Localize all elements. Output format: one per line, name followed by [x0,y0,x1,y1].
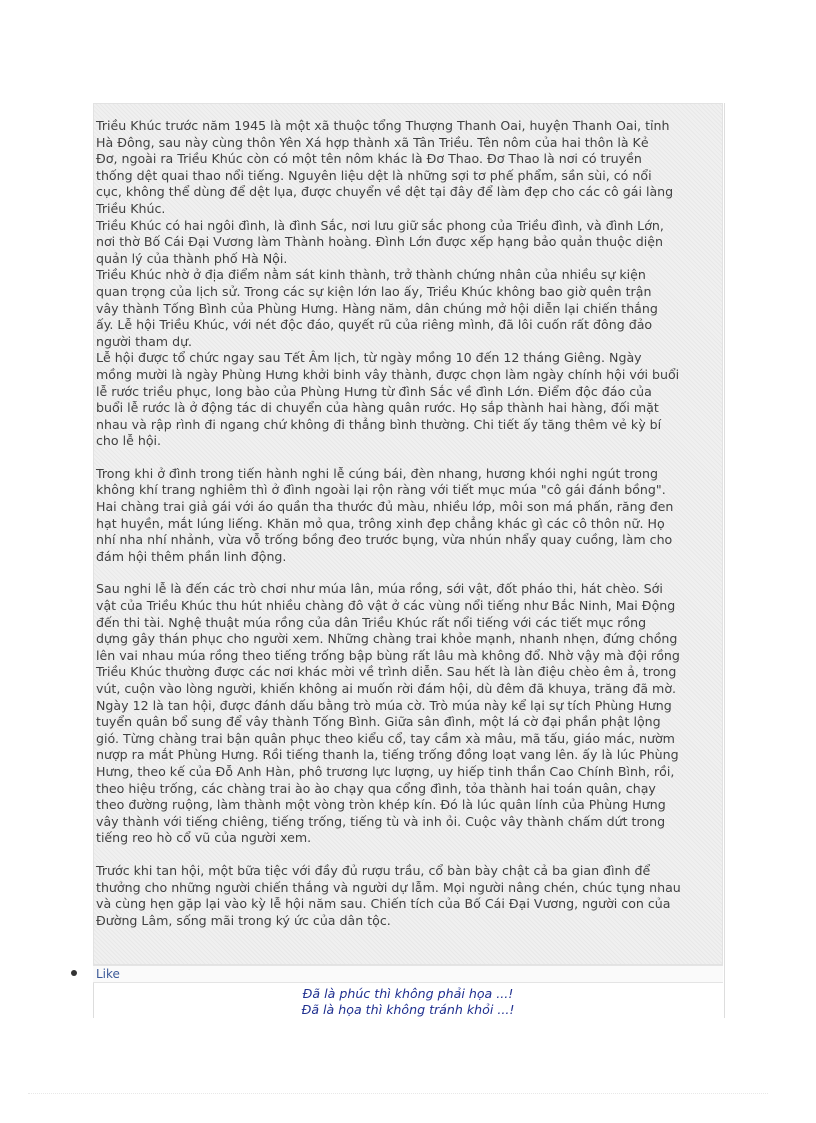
signature [93,986,723,1018]
like-link[interactable]: Like [96,967,120,981]
signature-line-2: Đã là họa thì không tránh khỏi ...! [301,1002,515,1017]
paragraph-4: Lễ hội được tổ chức ngay sau Tết Âm lịch, từ ngày mồng 10 đến 12 tháng Giêng. Ngày mồng mười là ngày Phùng Hưng khởi binh vây thành, được chọn làm ngày chính hội với buổi lễ rước triều phục, long bào của Phùng Hưng từ đình Sắc về đình Lớn. Điểm độc đáo của buổi lễ rước là ở động tác di chuyển của hàng quân rước. Họ sắp thành hai hàng, đối mặt nhau và rập rình đi ngang chứ không đi thẳng bình thường. Chi tiết ấy tăng thêm vẻ kỳ bí cho lễ hội. [96,350,680,449]
page-divider [28,1093,768,1094]
like-row [93,965,723,983]
paragraph-1: Triều Khúc trước năm 1945 là một xã thuộc tổng Thượng Thanh Oai, huyện Thanh Oai, tỉnh Hà Đông, sau này cùng thôn Yên Xá hợp thành xã Tân Triều. Tên nôm của hai thôn là Kẻ Đơ, ngoài ra Triều Khúc còn có một tên nôm khác là Đơ Thao. Đơ Thao là nơi có truyền thống dệt quai thao nổi tiếng. Nguyên liệu dệt là những sợi tơ phế phẩm, sần sùi, có nổi cục, không thể dùng để dệt lụa, được chuyển về dệt tại đây để làm đẹp cho các cô gái làng Triều Khúc. [96,118,674,216]
paragraph-2: Triều Khúc có hai ngôi đình, là đình Sắc, nơi lưu giữ sắc phong của Triều đình, và đình Lớn, nơi thờ Bố Cái Đại Vương làm Thành hoàng. Đình Lớn được xếp hạng bảo quản thuộc diện quản lý của thành phố Hà Nội. [96,217,664,266]
paragraph-6: Sau nghi lễ là đến các trò chơi như múa lân, múa rồng, sới vật, đốt pháo thi, hát chèo. Sới vật của Triều Khúc thu hút nhiều chàng đô vật ở các vùng nổi tiếng như Bắc Ninh, Mai Động đến thi tài. Nghệ thuật múa rồng của dân Triều Khúc rất nổi tiếng với các tiết mục rồng dựng gây thán phục cho người xem. Những chàng trai khỏe mạnh, nhanh nhẹn, đứng chồng lên vai nhau múa rồng theo tiếng trống bập bùng rất lâu mà không đổ. Nhờ vậy mà đội rồng Triều Khúc thường được các nơi khác mời về trình diễn. Sau hết là làn điệu chèo êm ả, trong vút, cuộn vào lòng người, khiến không ai muốn rời đám hội, dù đêm đã khuya, trăng đã mờ. Ngày 12 là tan hội, được đánh dấu bằng trò múa cờ. Trò múa này kể lại sự tích Phùng Hưng tuyển quân bổ sung để vây thành Tống Bình. Giữa sân đình, một lá cờ đại phần phật lộng gió. Từng chàng trai bận quân phục theo kiểu cổ, tay cầm xà mâu, mã tấu, giáo mác, nườm nượp ra mắt Phùng Hưng. Rồi tiếng thanh la, tiếng trống đồng loạt vang lên. ấy là lúc Phùng Hưng, theo kế của Đỗ Anh Hàn, phô trương lực lượng, uy hiếp tinh thần Cao Chính Bình, rồi, theo hiệu trống, các chàng trai ào ào chạy qua cổng đình, tỏa thành hai toán quân, chạy theo đường ruộng, làm thành một vòng tròn khép kín. Đó là lúc quân lính của Phùng Hưng vây thành với tiếng chiêng, tiếng trống, tiếng tù và inh ỏi. Cuộc vây thành chấm dứt trong tiếng reo hò cổ vũ của người xem. [96,581,680,846]
paragraph-7: Trước khi tan hội, một bữa tiệc với đầy đủ rượu trầu, cổ bàn bày chật cả ba gian đình để thưởng cho những người chiến thắng và người dự lẫm. Mọi người nâng chén, chúc tụng nhau và cùng hẹn gặp lại vào kỳ lễ hội năm sau. Chiến tích của Bố Cái Đại Vương, người con của Đường Lâm, sống mãi trong ký ức của dân tộc. [96,862,681,928]
paragraph-3: Triều Khúc nhờ ở địa điểm nằm sát kinh thành, trở thành chứng nhân của nhiều sự kiện quan trọng của lịch sử. Trong các sự kiện lớn lao ấy, Triều Khúc không bao giờ quên trận vây thành Tống Bình của Phùng Hưng. Hàng năm, dân chúng mở hội diễn lại chiến thắng ấy. Lễ hội Triều Khúc, với nét độc đáo, quyết rũ của riêng mình, đã lôi cuốn rất đông đảo người tham dự. [96,267,658,349]
article-body [96,118,722,929]
bullet-icon [71,970,77,976]
signature-line-1: Đã là phúc thì không phải họa ...! [302,986,514,1001]
paragraph-5: Trong khi ở đình trong tiến hành nghi lễ cúng bái, đèn nhang, hương khói nghi ngút trong không khí trang nghiêm thì ở đình ngoài lại rộn ràng với tiết mục múa "cô gái đánh bồng". Hai chàng trai giả gái với áo quần tha thước đủ màu, nhiều lớp, môi son má phấn, răng đen hạt huyền, mắt lúng liếng. Khăn mỏ qua, trông xinh đẹp chẳng khác gì các cô thôn nữ. Họ nhí nha nhí nhảnh, vừa vỗ trống bồng đeo trước bụng, vừa nhún nhẩy quay cuồng, làm cho đám hội thêm phần linh động. [96,465,674,564]
